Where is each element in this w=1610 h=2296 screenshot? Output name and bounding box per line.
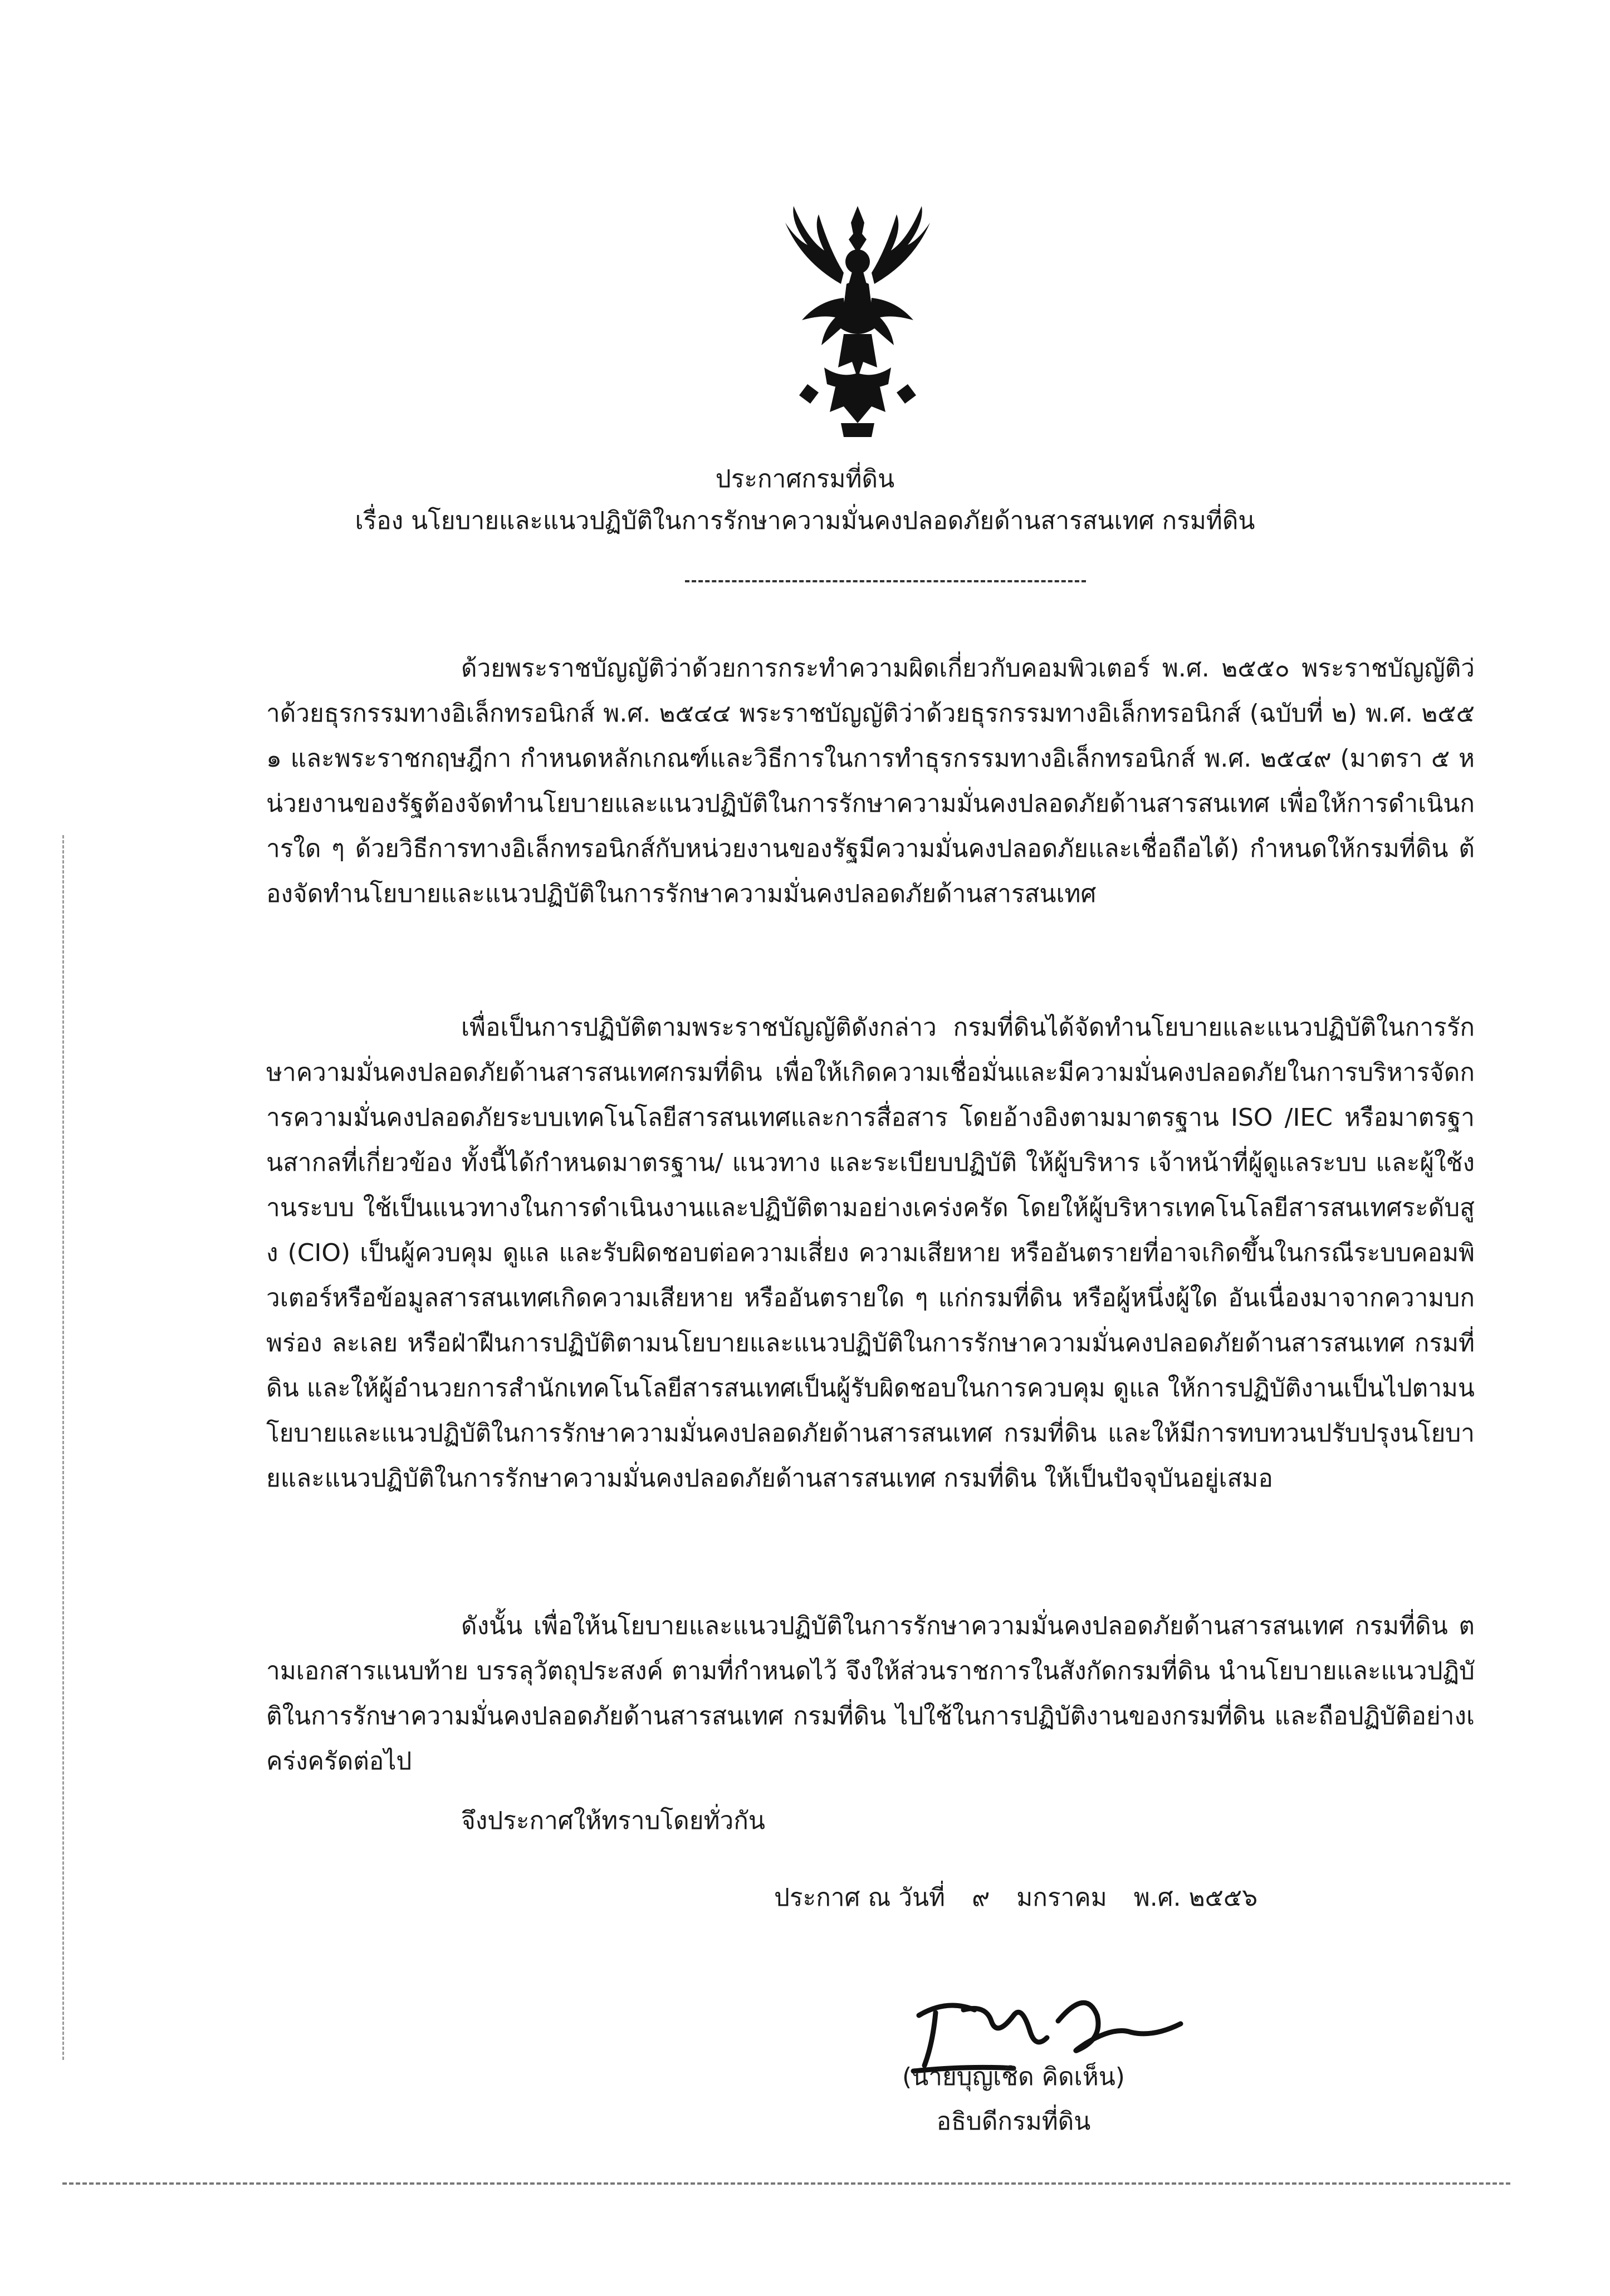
signer-title: อธิบดีกรมที่ดิน [936, 2107, 1091, 2136]
body-paragraph-1: ด้วยพระราชบัญญัติว่าด้วยการกระทำความผิดเกี่ยวกับคอมพิวเตอร์ พ.ศ. ๒๕๕๐ พระราชบัญญัติว่าด้วยธุรกรรมทางอิเล็กทรอนิกส์ พ.ศ. ๒๕๔๔ พระราชบัญญัติว่าด้วยธุรกรรมทางอิเล็กทรอนิกส์ (ฉบับที่ ๒) พ.ศ. ๒๕๕๑ และพระราชกฤษฎีกา กำหนดหลักเกณฑ์และวิธีการในการทำธุรกรรมทางอิเล็กทรอนิกส์ พ.ศ. ๒๕๔๙ (มาตรา ๕ หน่วยงานของรัฐต้องจัดทำนโยบายและแนวปฏิบัติในการรักษาความมั่นคงปลอดภัยด้านสารสนเทศ เพื่อให้การดำเนินการใด ๆ ด้วยวิธีการทางอิเล็กทรอนิกส์กับหน่วยงานของรัฐมีความมั่นคงปลอดภัยและเชื่อถือได้) กำหนดให้กรมที่ดิน ต้องจัดทำนโยบายและแนวปฏิบัติในการรักษาความมั่นคงปลอดภัยด้านสารสนเทศ [266, 654, 1475, 908]
closing-statement: จึงประกาศให้ทราบโดยทั่วกัน [461, 1807, 765, 1835]
date-day: ๙ [972, 1883, 990, 1912]
date-year: พ.ศ. ๒๕๕๖ [1133, 1883, 1258, 1912]
date-prefix: ประกาศ ณ วันที่ [774, 1883, 946, 1912]
garuda-emblem-icon [769, 200, 947, 445]
signer-name: (นายบุญเชิด คิดเห็น) [902, 2063, 1125, 2091]
announcement-date [774, 1881, 1276, 1915]
scan-bottom-mark [62, 2182, 1510, 2185]
date-month: มกราคม [1016, 1883, 1107, 1912]
scan-edge-mark [62, 835, 67, 2060]
announcement-heading: ประกาศกรมที่ดิน [715, 465, 895, 493]
body-paragraph-3: ดังนั้น เพื่อให้นโยบายและแนวปฏิบัติในการรักษาความมั่นคงปลอดภัยด้านสารสนเทศ กรมที่ดิน ตามเอกสารแนบท้าย บรรลุวัตถุประสงค์ ตามที่กำหนดไว้ จึงให้ส่วนราชการในสังกัดกรมที่ดิน นำนโยบายและแนวปฏิบัติในการรักษาความมั่นคงปลอดภัยด้านสารสนเทศ กรมที่ดิน ไปใช้ในการปฏิบัติงานของกรมที่ดิน และถือปฏิบัติอย่างเคร่งครัดต่อไป [266, 1612, 1475, 1775]
title-divider [685, 580, 1086, 582]
announcement-subject: เรื่อง นโยบายและแนวปฏิบัติในการรักษาความมั่นคงปลอดภัยด้านสารสนเทศ กรมที่ดิน [355, 507, 1255, 535]
body-paragraph-2: เพื่อเป็นการปฏิบัติตามพระราชบัญญัติดังกล่าว กรมที่ดินได้จัดทำนโยบายและแนวปฏิบัติในการรักษาความมั่นคงปลอดภัยด้านสารสนเทศกรมที่ดิน เพื่อให้เกิดความเชื่อมั่นและมีความมั่นคงปลอดภัยในการบริหารจัดการความมั่นคงปลอดภัยระบบเทคโนโลยีสารสนเทศและการสื่อสาร โดยอ้างอิงตามมาตรฐาน ISO /IEC หรือมาตรฐานสากลที่เกี่ยวข้อง ทั้งนี้ได้กำหนดมาตรฐาน/ แนวทาง และระเบียบปฏิบัติ ให้ผู้บริหาร เจ้าหน้าที่ผู้ดูแลระบบ และผู้ใช้งานระบบ ใช้เป็นแนวทางในการดำเนินงานและปฏิบัติตามอย่างเคร่งครัด โดยให้ผู้บริหารเทคโนโลยีสารสนเทศระดับสูง (CIO) เป็นผู้ควบคุม ดูแล และรับผิดชอบต่อความเสี่ยง ความเสียหาย หรืออันตรายที่อาจเกิดขึ้นในกรณีระบบคอมพิวเตอร์หรือข้อมูลสารสนเทศเกิดความเสียหาย หรืออันตรายใด ๆ แก่กรมที่ดิน หรือผู้หนึ่งผู้ใด อันเนื่องมาจากความบกพร่อง ละเลย หรือฝ่าฝืนการปฏิบัติตามนโยบายและแนวปฏิบัติในการรักษาความมั่นคงปลอดภัยด้านสารสนเทศ กรมที่ดิน และให้ผู้อำนวยการสำนักเทคโนโลยีสารสนเทศเป็นผู้รับผิดชอบในการควบคุม ดูแล ให้การปฏิบัติงานเป็นไปตามนโยบายและแนวปฏิบัติในการรักษาความมั่นคงปลอดภัยด้านสารสนเทศ กรมที่ดิน และให้มีการทบทวนปรับปรุงนโยบายและแนวปฏิบัติในการรักษาความมั่นคงปลอดภัยด้านสารสนเทศ กรมที่ดิน ให้เป็นปัจจุบันอยู่เสมอ [266, 1013, 1475, 1493]
